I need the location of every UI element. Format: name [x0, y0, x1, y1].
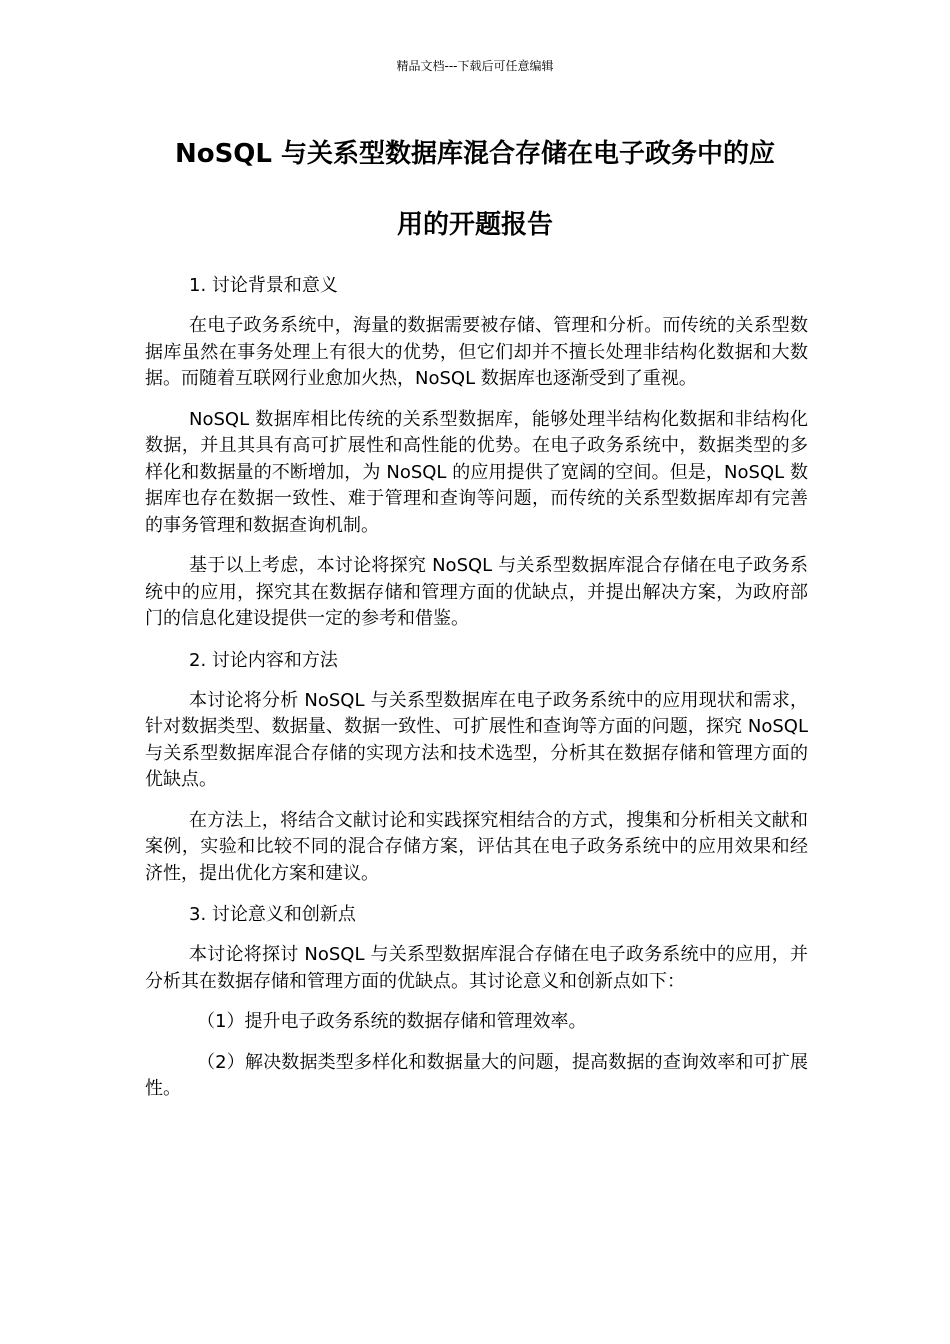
- body-paragraph: 在方法上，将结合文献讨论和实践探究相结合的方式，搜集和分析相关文献和案例，实验和比较不同的混合存储方案，评估其在电子政务系统中的应用效果和经济性，提出优化方案和建议。: [145, 809, 808, 884]
- title-line-2: 用的开题报告: [396, 210, 553, 240]
- document-body: [145, 272, 808, 1117]
- section-heading: 3. 讨论意义和创新点: [189, 904, 356, 925]
- body-paragraph: 本讨论将分析 NoSQL 与关系型数据库在电子政务系统中的应用现状和需求，针对数据类型、数据量、数据一致性、可扩展性和查询等方面的问题，探究 NoSQL 与关系型数据库混合存储的实现方法和技术选型，分析其在数据存储和管理方面的优缺点。: [145, 689, 808, 790]
- list-item: （2）解决数据类型多样化和数据量大的问题，提高数据的查询效率和可扩展性。: [145, 1051, 808, 1099]
- section-heading: 2. 讨论内容和方法: [189, 649, 338, 671]
- list-item: （1）提升电子政务系统的数据存储和管理效率。: [197, 1011, 587, 1032]
- body-paragraph: 在电子政务系统中，海量的数据需要被存储、管理和分析。而传统的关系型数据库虽然在事务处理上有很大的优势，但它们却并不擅长处理非结构化数据和大数据。而随着互联网行业愈加火热，NoSQL 数据库也逐渐受到了重视。: [145, 315, 808, 389]
- body-paragraph: NoSQL 数据库相比传统的关系型数据库，能够处理半结构化数据和非结构化数据，并且其具有高可扩展性和高性能的优势。在电子政务系统中，数据类型的多样化和数据量的不断增加，为 NoSQL 的应用提供了宽阔的空间。但是，NoSQL 数据库也存在数据一致性、难于管理和查询等问题，而传统的关系型数据库却有完善的事务管理和数据查询机制。: [145, 408, 808, 536]
- title-line-1: NoSQL 与关系型数据库混合存储在电子政务中的应: [174, 139, 776, 169]
- body-paragraph: 基于以上考虑，本讨论将探究 NoSQL 与关系型数据库混合存储在电子政务系统中的应用，探究其在数据存储和管理方面的优缺点，并提出解决方案，为政府部门的信息化建设提供一定的参考和借鉴。: [145, 555, 808, 629]
- page-header: 精品文档---下载后可任意编辑: [396, 59, 554, 73]
- body-paragraph: 本讨论将探讨 NoSQL 与关系型数据库混合存储在电子政务系统中的应用，并分析其在数据存储和管理方面的优缺点。其讨论意义和创新点如下：: [145, 944, 808, 992]
- document-title: [120, 136, 830, 278]
- section-heading: 1. 讨论背景和意义: [189, 275, 338, 296]
